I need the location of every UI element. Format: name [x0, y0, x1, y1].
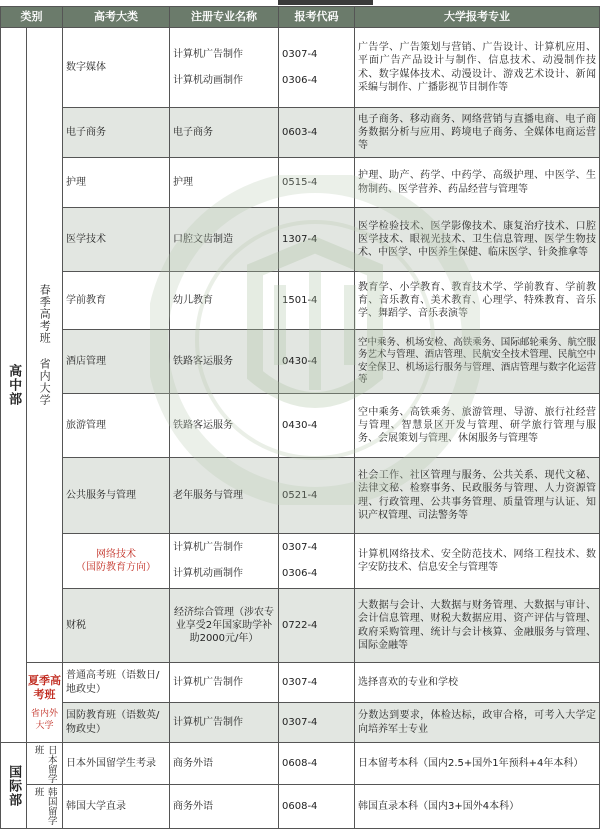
- program-japan-cell: [27, 743, 63, 785]
- exam-code: 0603-4: [279, 108, 355, 158]
- table-row: [1, 703, 600, 743]
- university-major-desc: 广告学、广告策划与营销、广告设计、计算机应用、平面广告产品设计与制作、信息技术、动漫制作技术、数字媒体技术、动漫设计、游戏艺术设计、新闻采编与制作、广播影视节目制作等: [355, 28, 600, 108]
- exam-code-line: 0306-4: [282, 74, 318, 86]
- program-japan: 日本留学班: [32, 744, 57, 783]
- table-row: [1, 330, 600, 394]
- program-korea-cell: [27, 785, 63, 829]
- table-row: [1, 743, 600, 785]
- university-major-desc: 日本留考本科（国内2.5+国外1年预科+4年本科）: [355, 743, 600, 785]
- gaokao-category: 医学技术: [63, 208, 170, 272]
- registered-major: 口腔文齿制造: [170, 208, 279, 272]
- university-major-desc: 选择喜欢的专业和学校: [355, 663, 600, 703]
- gaokao-category: 护理: [63, 158, 170, 208]
- program-spring: 春季高考班: [38, 284, 52, 344]
- exam-code-line: 0307-4: [282, 48, 318, 60]
- exam-code: 1307-4: [279, 208, 355, 272]
- registered-major: 老年服务与管理: [170, 458, 279, 534]
- program-korea: 韩国留学班: [32, 786, 57, 825]
- registered-major-line: 计算机广告制作: [173, 542, 243, 553]
- gaokao-category: [63, 534, 170, 589]
- header-exam-code: 报考代码: [279, 7, 355, 28]
- gaokao-category: 日本外国留学生考录: [63, 743, 170, 785]
- table-row: [1, 534, 600, 589]
- registered-major: 铁路客运服务: [170, 394, 279, 458]
- registered-major: 铁路客运服务: [170, 330, 279, 394]
- registered-major: 计算机广告制作: [170, 703, 279, 743]
- exam-code: [279, 28, 355, 108]
- program-spring-cell: [27, 28, 63, 663]
- header-gaokao-category: 高考大类: [63, 7, 170, 28]
- exam-code: 0521-4: [279, 458, 355, 534]
- exam-code: 0608-4: [279, 785, 355, 829]
- registered-major: 电子商务: [170, 108, 279, 158]
- table-row: [1, 394, 600, 458]
- university-major-desc: 韩国直录本科（国内3+国外4本科）: [355, 785, 600, 829]
- program-spring-sub: 省内大学: [38, 358, 52, 406]
- gaokao-category: 公共服务与管理: [63, 458, 170, 534]
- university-major-desc: 大数据与会计、大数据与财务管理、大数据与审计、会计信息管理、财税大数据应用、资产评估与管理、政府采购管理、统计与会计核算、金融服务与管理、国际金融等: [355, 589, 600, 663]
- program-summer: 夏季高考班: [28, 673, 61, 701]
- registered-major: 护理: [170, 158, 279, 208]
- university-major-desc: 空中乘务、高铁乘务、旅游管理、导游、旅行社经营与管理、智慧景区开发与管理、研学旅行管理与服务、会展策划与管理、休闲服务与管理等: [355, 394, 600, 458]
- registered-major: 商务外语: [170, 785, 279, 829]
- gaokao-category: 酒店管理: [63, 330, 170, 394]
- gaokao-category: 数字媒体: [63, 28, 170, 108]
- table-row: [1, 589, 600, 663]
- registered-major: 商务外语: [170, 743, 279, 785]
- gaokao-category: 学前教育: [63, 272, 170, 330]
- registered-major-line: 计算机动画制作: [173, 74, 243, 86]
- exam-code: 1501-4: [279, 272, 355, 330]
- registered-major: 经济综合管理（涉农专业享受2年国家助学补助2000元/年）: [170, 589, 279, 663]
- table-row: [1, 208, 600, 272]
- gaokao-category-note: （国防教育方向）: [76, 562, 156, 573]
- exam-code: 0722-4: [279, 589, 355, 663]
- table-row: [1, 28, 600, 108]
- registered-major: [170, 534, 279, 589]
- program-summer-sub: 省内外大学: [30, 708, 58, 731]
- registered-major: [170, 28, 279, 108]
- table-row: [1, 272, 600, 330]
- dept-high-school-cell: [1, 28, 27, 743]
- table-row: [1, 158, 600, 208]
- registered-major-line: 计算机动画制作: [173, 568, 243, 579]
- registered-major: 幼儿教育: [170, 272, 279, 330]
- exam-code: 0515-4: [279, 158, 355, 208]
- header-registered-major: 注册专业名称: [170, 7, 279, 28]
- registered-major: 计算机广告制作: [170, 663, 279, 703]
- gaokao-category: 普通高考班（语数日/地政史）: [63, 663, 170, 703]
- exam-code: 0307-4: [279, 663, 355, 703]
- university-major-desc: 社会工作、社区管理与服务、公共关系、现代文秘、法律文秘、检察事务、民政服务与管理、人力资源管理、行政管理、公共事务管理、质量管理与认证、知识产权管理、司法警务等: [355, 458, 600, 534]
- exam-code: [279, 534, 355, 589]
- exam-code: 0307-4: [279, 703, 355, 743]
- dept-high-school: 高中部: [6, 364, 22, 406]
- header-category: 类别: [1, 7, 63, 28]
- gaokao-category: 国防教育班（语数英/物政史）: [63, 703, 170, 743]
- table-row: [1, 458, 600, 534]
- gaokao-category: 电子商务: [63, 108, 170, 158]
- header-row: [1, 7, 600, 28]
- table-row: [1, 108, 600, 158]
- exam-code-line: 0306-4: [282, 568, 318, 579]
- university-major-desc: 计算机网络技术、安全防范技术、网络工程技术、数字安防技术、信息安全与管理等: [355, 534, 600, 589]
- university-major-desc: 分数达到要求，体检达标，政审合格，可考入大学定向培养军士专业: [355, 703, 600, 743]
- table-row: [1, 663, 600, 703]
- university-major-desc: 电子商务、移动商务、网络营销与直播电商、电子商务数据分析与应用、跨境电子商务、全媒体电商运营等: [355, 108, 600, 158]
- admission-table: [0, 6, 600, 829]
- university-major-desc: 医学检验技术、医学影像技术、康复治疗技术、口腔医学技术、眼视光技术、卫生信息管理、医学生物技术、中医学、中医养生保健、临床医学、针灸推拿等: [355, 208, 600, 272]
- exam-code: 0608-4: [279, 743, 355, 785]
- exam-code: 0430-4: [279, 330, 355, 394]
- exam-code: 0430-4: [279, 394, 355, 458]
- university-major-desc: 空中乘务、机场安检、高铁乘务、国际邮轮乘务、航空服务艺术与管理、酒店管理、民航安全技术管理、民航空中安全保卫、机场运行服务与管理、酒店管理与数字化运营等: [355, 330, 600, 394]
- gaokao-category-main: 网络技术: [96, 548, 136, 560]
- dept-international: 国际部: [6, 764, 22, 807]
- dept-international-cell: [1, 743, 27, 829]
- program-summer-cell: [27, 663, 63, 743]
- gaokao-category: 旅游管理: [63, 394, 170, 458]
- gaokao-category: 韩国大学直录: [63, 785, 170, 829]
- registered-major-line: 计算机广告制作: [173, 48, 243, 60]
- exam-code-line: 0307-4: [282, 542, 318, 553]
- university-major-desc: 教育学、小学教育、教育技术学、学前教育、学前教育、音乐教育、美术教育、心理学、特殊教育、音乐学、舞蹈学、音乐表演等: [355, 272, 600, 330]
- gaokao-category: 财税: [63, 589, 170, 663]
- table-row: [1, 785, 600, 829]
- university-major-desc: 护理、助产、药学、中药学、高级护理、中医学、生物制药、医学营养、药品经营与管理等: [355, 158, 600, 208]
- header-university-major: 大学报考专业: [355, 7, 600, 28]
